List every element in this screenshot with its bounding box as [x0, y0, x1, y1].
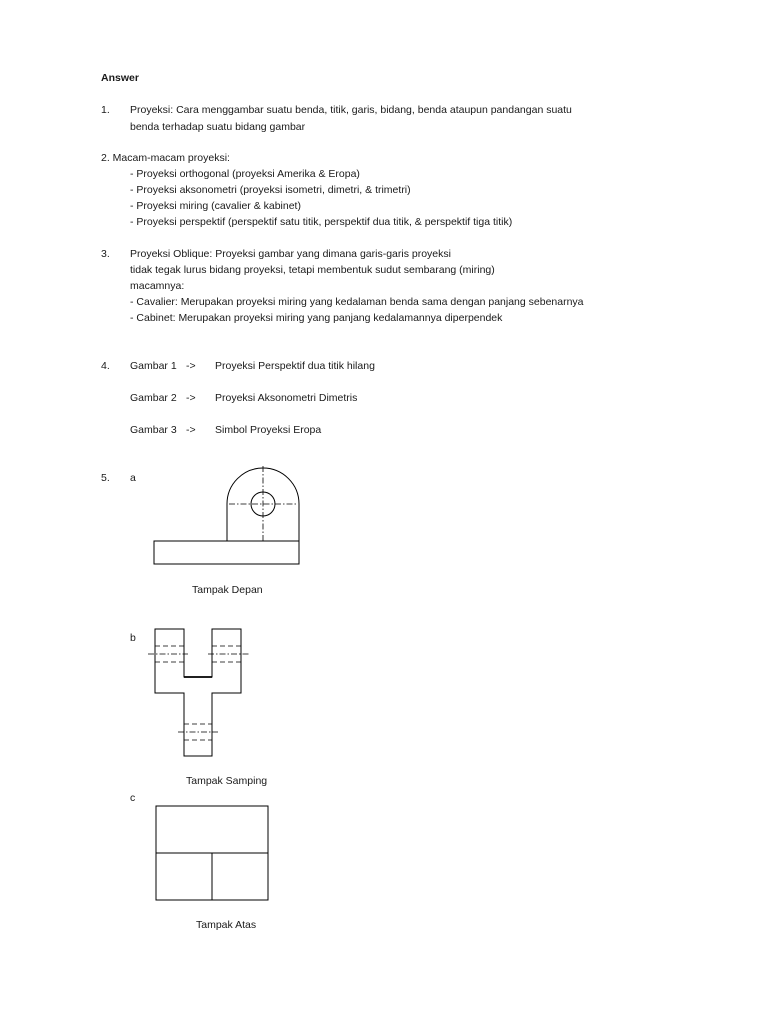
answer-heading: Answer	[101, 72, 139, 84]
q4-row-arrow: ->	[186, 392, 196, 404]
q5-b-letter: b	[130, 632, 136, 644]
q3-line: macamnya:	[130, 280, 185, 292]
q2-title: 2. Macam-macam proyeksi:	[101, 152, 230, 164]
q5-a-letter: a	[130, 472, 136, 484]
q3-line: tidak tegak lurus bidang proyeksi, tetapi membentuk sudut sembarang (miring)	[130, 264, 495, 276]
q1-number: 1.	[101, 104, 110, 116]
base-plate	[154, 541, 299, 564]
top-view-drawing	[154, 804, 272, 904]
q2-item: - Proyeksi perspektif (perspektif satu titik, perspektif dua titik, & perspektif tiga titik)	[130, 216, 513, 228]
q4-row-answer: Simbol Proyeksi Eropa	[215, 424, 322, 436]
q3-number: 3.	[101, 248, 110, 260]
q5-number: 5.	[101, 472, 110, 484]
q1-line-1: Proyeksi: Cara menggambar suatu benda, titik, garis, bidang, benda ataupun pandangan suatu	[130, 104, 572, 116]
side-view-outline	[155, 629, 241, 756]
q4-row-answer: Proyeksi Aksonometri Dimetris	[215, 392, 358, 404]
q2-item: - Proyeksi miring (cavalier & kabinet)	[130, 200, 301, 212]
q5-c-letter: c	[130, 792, 136, 804]
caption-front-view: Tampak Depan	[192, 584, 263, 596]
q4-row-arrow: ->	[186, 360, 196, 372]
caption-side-view: Tampak Samping	[186, 775, 268, 787]
q3-line: Proyeksi Oblique: Proyeksi gambar yang dimana garis-garis proyeksi	[130, 248, 451, 260]
front-view-drawing	[150, 462, 306, 568]
q2-item: - Proyeksi aksonometri (proyeksi isometri, dimetri, & trimetri)	[130, 184, 411, 196]
q2-item: - Proyeksi orthogonal (proyeksi Amerika & Eropa)	[130, 168, 360, 180]
q4-number: 4.	[101, 360, 110, 372]
q4-row-arrow: ->	[186, 424, 196, 436]
side-view-drawing	[146, 626, 252, 760]
q1-line-2: benda terhadap suatu bidang gambar	[130, 121, 306, 133]
q4-row-answer: Proyeksi Perspektif dua titik hilang	[215, 360, 375, 372]
q3-line: - Cabinet: Merupakan proyeksi miring yang panjang kedalamannya diperpendek	[130, 312, 503, 324]
q4-row-label: Gambar 2	[130, 392, 177, 404]
caption-top-view: Tampak Atas	[196, 919, 257, 931]
q4-row-label: Gambar 1	[130, 360, 177, 372]
q3-line: - Cavalier: Merupakan proyeksi miring yang kedalaman benda sama dengan panjang sebenarnya	[130, 296, 584, 308]
q4-row-label: Gambar 3	[130, 424, 177, 436]
